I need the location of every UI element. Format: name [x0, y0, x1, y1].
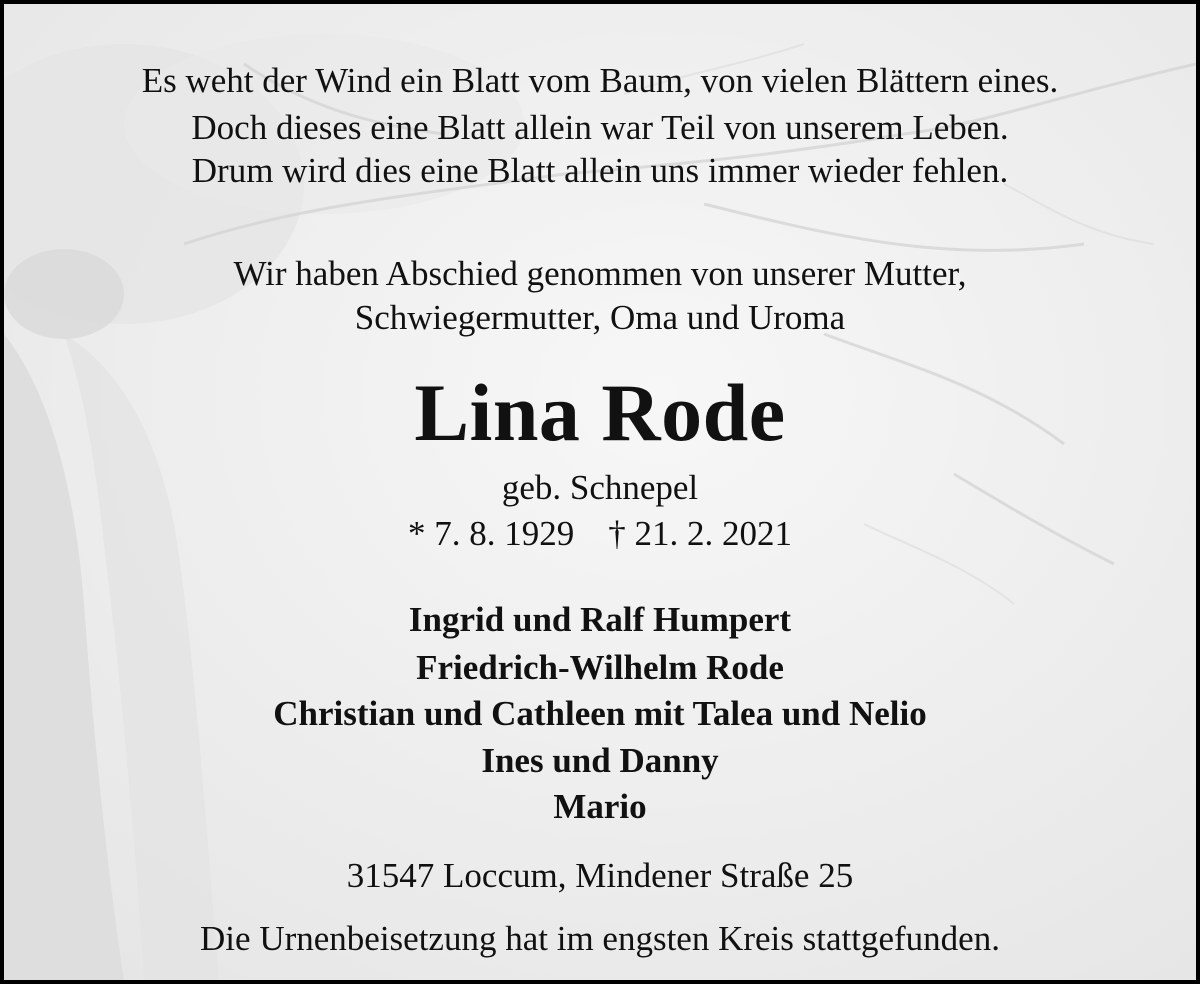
deceased-name: Lina Rode — [414, 367, 786, 458]
notice-content — [4, 4, 1196, 980]
birth-date: * 7. 8. 1929 — [408, 514, 575, 553]
address: 31547 Loccum, Mindener Straße 25 — [346, 856, 854, 895]
mourner-2: Friedrich-Wilhelm Rode — [416, 648, 784, 687]
mourner-1: Ingrid und Ralf Humpert — [408, 600, 792, 639]
death-date: † 21. 2. 2021 — [608, 514, 792, 553]
verse-line-2: Doch dieses eine Blatt allein war Teil von unserem Leben. — [191, 108, 1009, 147]
intro-line-1: Wir haben Abschied genommen von unserer Mutter, — [233, 254, 967, 293]
burial-note: Die Urnenbeisetzung hat im engsten Kreis stattgefunden. — [200, 919, 1000, 958]
verse-line-3: Drum wird dies eine Blatt allein uns immer wieder fehlen. — [191, 151, 1009, 190]
verse-line-1: Es weht der Wind ein Blatt vom Baum, von vielen Blättern eines. — [141, 61, 1059, 100]
intro-line-2: Schwiegermutter, Oma und Uroma — [354, 298, 846, 337]
mourner-4: Ines und Danny — [481, 741, 719, 780]
mourner-5: Mario — [553, 787, 647, 826]
mourner-3: Christian und Cathleen mit Talea und Nelio — [273, 694, 927, 733]
maiden-name: geb. Schnepel — [501, 468, 699, 507]
life-dates — [4, 514, 1196, 554]
